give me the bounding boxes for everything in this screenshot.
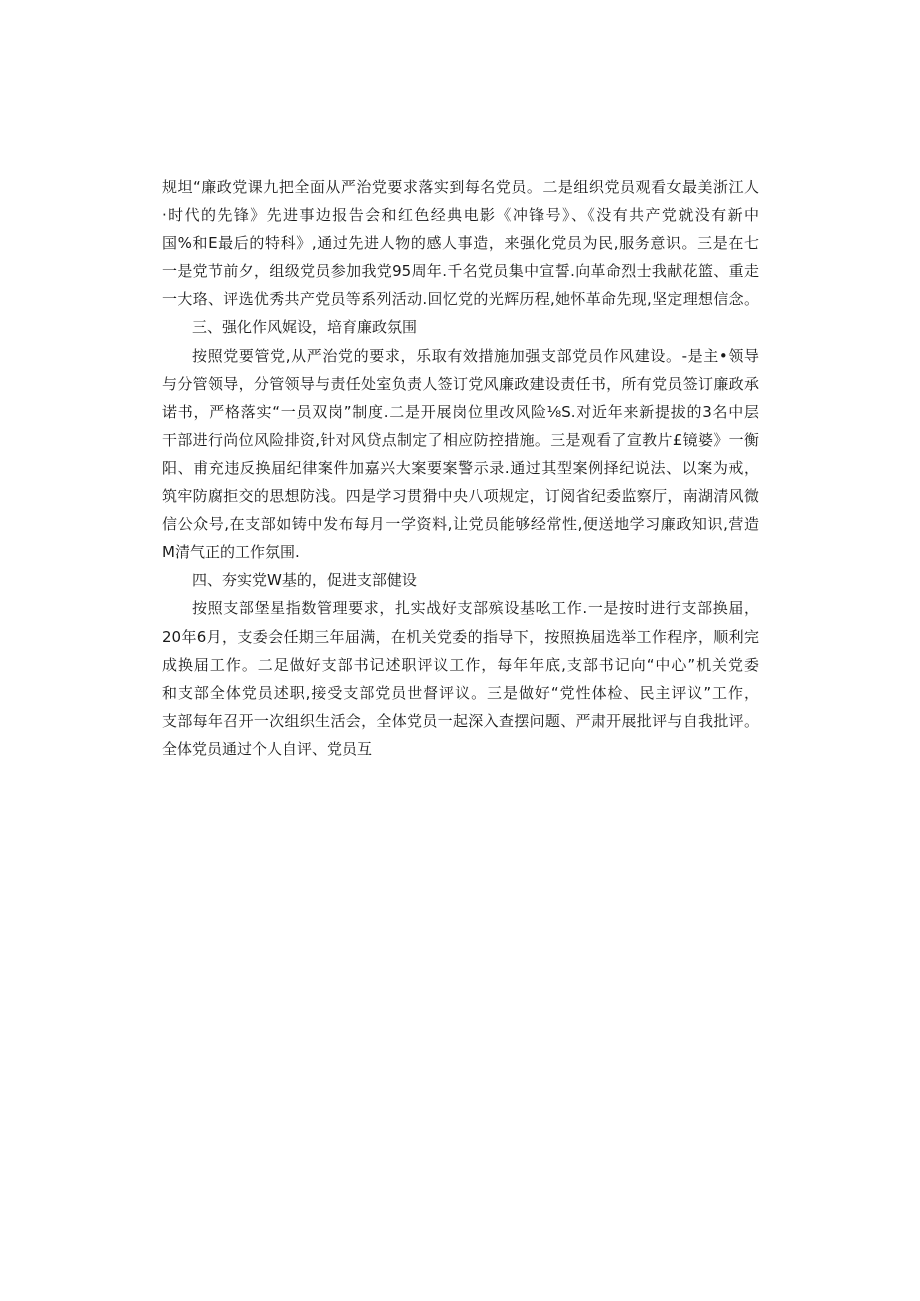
text-line: 全体党员通过个人自评、党员互 (162, 739, 373, 758)
text-line: ·时代的先锋》先进事边报告会和红色经典电影《冲锋号》、《没有共产党就没有新中 (162, 206, 759, 225)
text-line: 阳、甫充违反换届纪律案件加嘉兴大案要案警示录.通过其型案例择纪说法、以案为戒， (162, 458, 759, 477)
text-line: 筑牢防腐拒交的思想防浅。四是学习贯猾中央八项规定，订阅省纪委监察厅，南湖清风微 (162, 487, 759, 506)
text-line: 一大珞、评选优秀共产党员等系列活动.回忆党的光辉历程,她怀革命先现,坚定理想信念。 (162, 290, 759, 309)
text-line: 与分管领导，分管领导与责任处室负责人签订党风廉政建设责任书，所有党员签订廉政承 (162, 374, 759, 393)
section-heading-four: 四、夯实党W基的，促进支部健设 (192, 571, 417, 590)
text-line: 干部进行尚位风险排资,针对风贷点制定了相应防控措施。三是观看了宣教片£镜婆》一衡 (162, 430, 759, 449)
text-line: 一是党节前夕，组级党员参加我党95周年.千名党员集中宣誓.向革命烈士我献花篮、重走 (162, 262, 759, 281)
section-heading-three: 三、强化作风娓设，培育廉政氛围 (192, 318, 418, 337)
paragraph-branch-building (162, 594, 759, 763)
text-line: 按照党要管党,从严治党的要求，乐取有效措施加强支部党员作风建设。-是主•领导 (192, 346, 759, 365)
text-line: 诺书，严格落实“一员双岗”制度.二是开展岗位里改风险⅛S.对近年来新提拔的3名中层 (162, 402, 759, 421)
text-line: 规坦“廉政党课九把全面从严治党要求落实到每名党员。二是组织党员观看女最美浙江人 (162, 178, 759, 196)
text-line: 按照支部堡星指数管理要求，扎实战好支部殡设基吆工作.一是按时进行支部换届， (192, 599, 759, 618)
text-line: 支部每年召开一次组织生活会，全体党员一起深入查摆问题、严肃开展批评与自我批评。 (162, 711, 759, 730)
text-line: 20年6月，支委会任期三年届满，在机关党委的指导下，按照换届选举工作程序，顺利完 (162, 627, 759, 646)
paragraph-work-style (162, 342, 759, 567)
text-line: 国%和E最后的特科》,通过先进人物的感人事造，来强化党员为民,服务意识。三是在七 (162, 234, 759, 253)
text-line: 和支部全体党员述职,接受支部党员世督评议。三是做好“党性体检、民主评议”工作， (162, 683, 759, 702)
text-line: 成换届工作。二足做好支部书记述职评议工作，每年年底,支部书记向“中心”机关党委 (162, 655, 759, 674)
text-line: M清气正的工作氛围. (162, 543, 300, 562)
document-body (162, 173, 759, 763)
text-line: 信公众号,在支部如铸中发布每月一学资料,让党员能够经常性,便送地学习廉政知识,营造 (162, 515, 759, 534)
paragraph-party-lessons (162, 173, 759, 313)
